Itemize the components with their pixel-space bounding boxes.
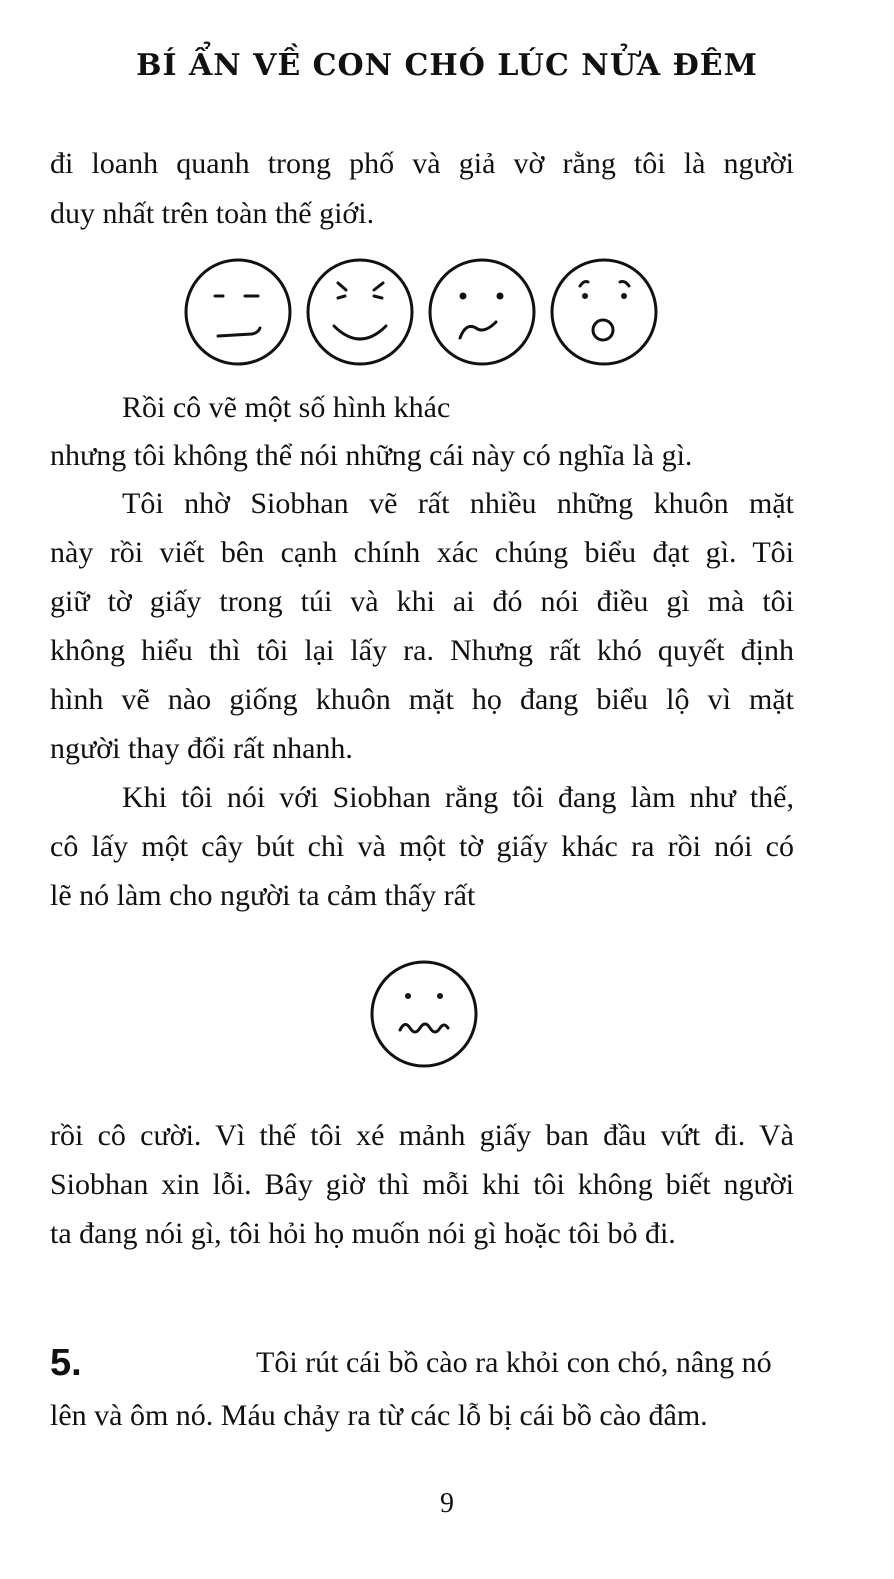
paragraph-4-line-1: Khi tôi nói với Siobhan rằng tôi đang làm như thế,: [122, 781, 794, 814]
paragraph-4-line-2: cô lấy một cây bút chì và một tờ giấy khác ra rồi nói có: [50, 830, 794, 863]
paragraph-2-line-1: Rồi cô vẽ một số hình khác: [122, 391, 451, 424]
angry-smile-face-icon: [304, 256, 416, 368]
paragraph-5-line-2: Siobhan xin lỗi. Bây giờ thì mỗi khi tôi không biết người: [50, 1168, 794, 1201]
page-number: 9: [440, 1488, 454, 1519]
paragraph-3-line-1: Tôi nhờ Siobhan vẽ rất nhiều những khuôn mặt: [122, 487, 794, 520]
paragraph-2-line-2: nhưng tôi không thể nói những cái này có nghĩa là gì.: [50, 439, 693, 472]
chapter-number: 5.: [50, 1342, 82, 1384]
paragraph-3-line-3: giữ tờ giấy trong túi và khi ai đó nói điều gì mà tôi: [50, 585, 794, 618]
paragraph-3-line-4: không hiểu thì tôi lại lấy ra. Nhưng rất khó quyết định: [50, 634, 794, 667]
surprised-face-icon: [548, 256, 660, 368]
paragraph-4-line-3: lẽ nó làm cho người ta cảm thấy rất: [50, 879, 476, 912]
smirk-face-icon: [182, 256, 294, 368]
paragraph-1-line-2: duy nhất trên toàn thế giới.: [50, 197, 375, 230]
confused-face-icon: [426, 256, 538, 368]
chapter-line-2: lên và ôm nó. Máu chảy ra từ các lỗ bị cái bồ cào đâm.: [50, 1399, 708, 1432]
wavy-mouth-face-icon: [368, 958, 480, 1070]
paragraph-3-line-6: người thay đổi rất nhanh.: [50, 732, 353, 765]
paragraph-5-line-3: ta đang nói gì, tôi hỏi họ muốn nói gì hoặc tôi bỏ đi.: [50, 1217, 676, 1250]
paragraph-5-line-1: rồi cô cười. Vì thế tôi xé mảnh giấy ban đầu vứt đi. Và: [50, 1119, 794, 1152]
chapter-line-1: Tôi rút cái bồ cào ra khỏi con chó, nâng nó: [256, 1346, 772, 1379]
paragraph-3-line-2: này rồi viết bên cạnh chính xác chúng biểu đạt gì. Tôi: [50, 536, 794, 569]
paragraph-1-line-1: đi loanh quanh trong phố và giả vờ rằng tôi là người: [50, 147, 794, 180]
running-head-title: BÍ ẨN VỀ CON CHÓ LÚC NỬA ĐÊM: [136, 48, 758, 83]
faces-row: [182, 256, 662, 368]
paragraph-3-line-5: hình vẽ nào giống khuôn mặt họ đang biểu lộ vì mặt: [50, 683, 794, 716]
